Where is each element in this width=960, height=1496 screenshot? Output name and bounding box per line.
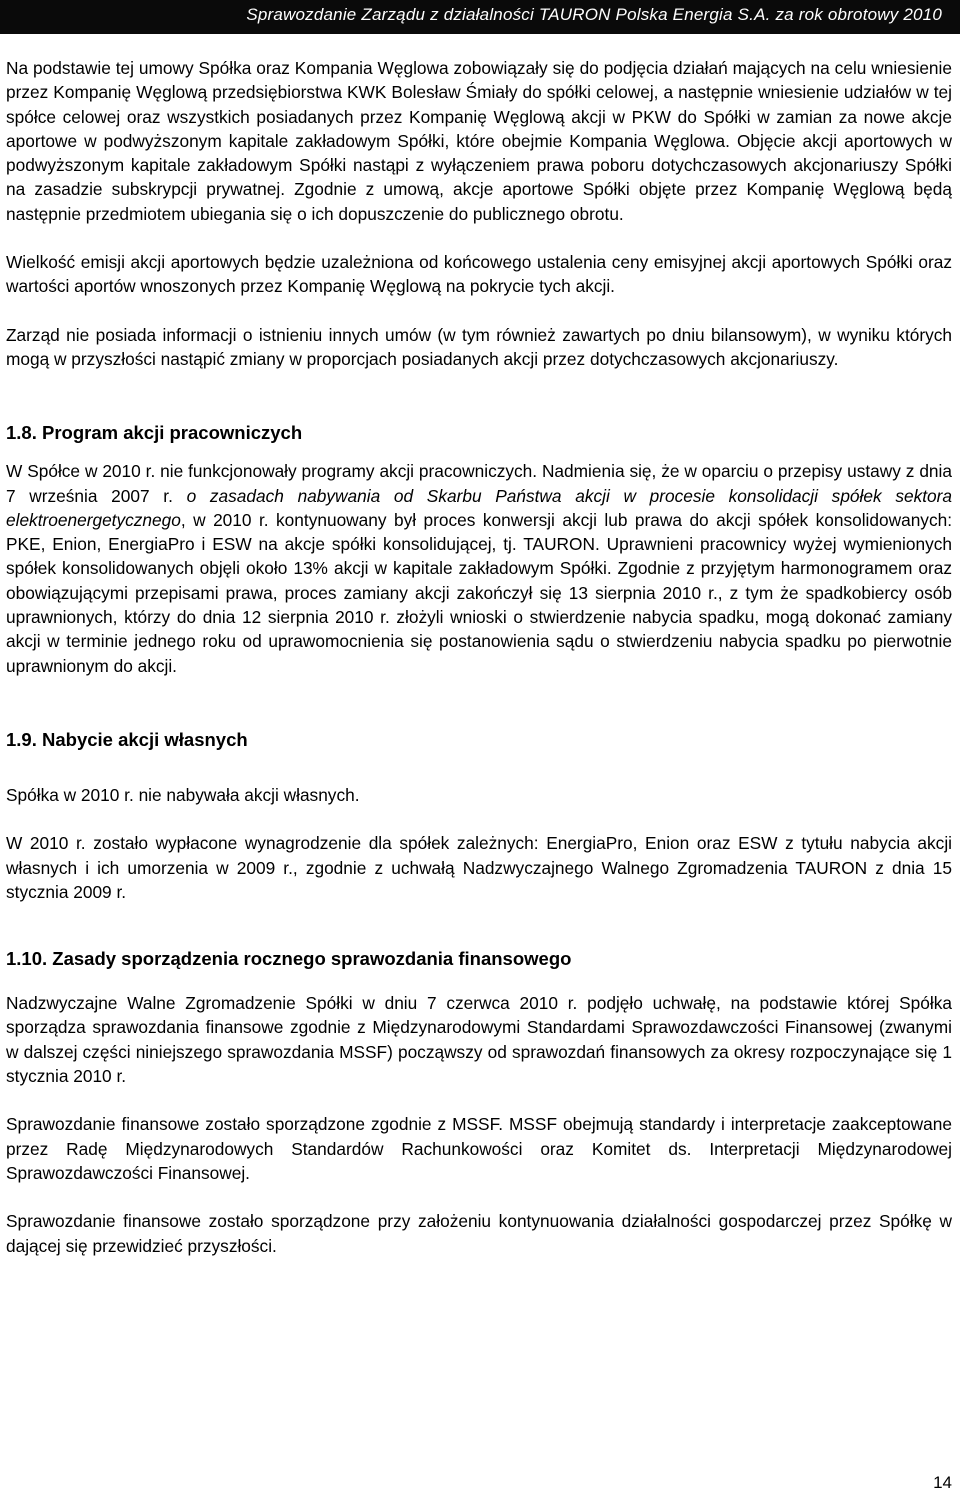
page-header-bar	[0, 0, 960, 34]
employee-shares-text-a: W Spółce w 2010 r. nie funkcjonowały programy akcji pracowniczych. Nadmienia się, że w oparciu o przepisy ustawy z dnia 7 września 2007 r.	[6, 461, 952, 506]
paragraph-employee-shares	[6, 459, 952, 678]
paragraph-other-agreements: Zarząd nie posiada informacji o istnieniu innych umów (w tym również zawartych po dniu bilansowym), w wyniku których mogą w przyszłości nastąpić zmiany w proporcjach posiadanych akcji przez dotychczasowych akcjonariuszy.	[6, 324, 952, 369]
employee-shares-text-b: , w 2010 r. kontynuowany był proces konwersji akcji lub prawa do akcji spółek konsolidowanych: PKE, Enion, EnergiaPro i ESW na akcje spółki konsolidującej, tj. TAURON. Uprawnieni pracownicy wyżej wymienionych spółek konsolidowanych objęli około 13% akcji w kapitale zakładowym Spółki. Zgodnie z przyjętym harmonogramem oraz obowiązującymi przepisami prawa, proces zamiany akcji zakończył się 13 sierpnia 2010 r., z tym że spadkobiercy osób uprawnionych, którzy do dnia 12 sierpnia 2010 r. złożyli wnioski o stwierdzenie nabycia spadku, mogą dokonać zamiany akcji w terminie jednego roku od uprawomocnienia się postanowienia sądu o stwierdzeniu nabycia spadku po pierwotnie uprawnionym do akcji.	[6, 509, 952, 676]
page-header-title: Sprawozdanie Zarządu z działalności TAURON Polska Energia S.A. za rok obrotowy 2010	[246, 5, 942, 24]
document-body	[6, 56, 952, 1258]
section-heading-1-8: 1.8. Program akcji pracowniczych	[6, 422, 303, 444]
section-heading-1-9: 1.9. Nabycie akcji własnych	[6, 728, 248, 750]
paragraph-going-concern: Sprawozdanie finansowe zostało sporządzone przy założeniu kontynuowania działalności gospodarczej przez Spółkę w dającej się przewidzieć przyszłości.	[6, 1211, 952, 1256]
page-number: 14	[933, 1473, 952, 1492]
section-heading-1-10: 1.10. Zasady sporządzenia rocznego sprawozdania finansowego	[6, 948, 572, 970]
paragraph-own-shares: Spółka w 2010 r. nie nabywała akcji własnych.	[6, 784, 360, 805]
act-title-italic: o zasadach nabywania od Skarbu Państwa akcji w procesie konsolidacji spółek sektora elektroenergetycznego	[6, 485, 952, 530]
paragraph-agreement: Na podstawie tej umowy Spółka oraz Kompania Węglowa zobowiązały się do podjęcia działań mających na celu wniesienie przez Kompanię Węglową przedsiębiorstwa KWK Bolesław Śmiały do spółki celowej, a następnie wniesienie udziałów w tej spółce celowej oraz wszystkich posiadanych przez Kompanię Węglową akcji w PKW do Spółki w zamian za nowe akcje aportowe w podwyższonym kapitale zakładowym Spółki, które obejmie Kompania Węglowa. Objęcie akcji aportowych w podwyższonym kapitale zakładowym Spółki nastąpi z wyłączeniem prawa poboru dotychczasowych akcjonariuszy Spółki na zasadzie subskrypcji prywatnej. Zgodnie z umową, akcje aportowe Spółki objęte przez Kompanię Węglową będą następnie przedmiotem ubiegania się o ich dopuszczenie do publicznego obrotu.	[6, 58, 952, 224]
paragraph-ifrs-compliance: Sprawozdanie finansowe zostało sporządzone zgodnie z MSSF. MSSF obejmują standardy i interpretacje zaakceptowane przez Radę Międzynarodowych Standardów Rachunkowości oraz Komitet ds. Interpretacji Międzynarodowej Sprawozdawczości Finansowej.	[6, 1114, 952, 1183]
paragraph-ifrs-resolution: Nadzwyczajne Walne Zgromadzenie Spółki w dniu 7 czerwca 2010 r. podjęło uchwałę, na podstawie której Spółka sporządza sprawozdania finansowe zgodnie z Międzynarodowymi Standardami Sprawozdawczości Finansowej (zwanymi w dalszej części niniejszego sprawozdania MSSF) począwszy od sprawozdań finansowych za okresy rozpoczynające się 1 stycznia 2010 r.	[6, 993, 952, 1087]
paragraph-subsidiary-remuneration: W 2010 r. zostało wypłacone wynagrodzenie dla spółek zależnych: EnergiaPro, Enion oraz ESW z tytułu nabycia akcji własnych i ich umorzenia w 2009 r., zgodnie z uchwałą Nadzwyczajnego Walnego Zgromadzenia TAURON z dnia 15 stycznia 2009 r.	[6, 833, 952, 902]
paragraph-issue-size: Wielkość emisji akcji aportowych będzie uzależniona od końcowego ustalenia ceny emisyjnej akcji aportowych Spółki oraz wartości aportów wnoszonych przez Kompanię Węglową na pokrycie tych akcji.	[6, 252, 952, 297]
